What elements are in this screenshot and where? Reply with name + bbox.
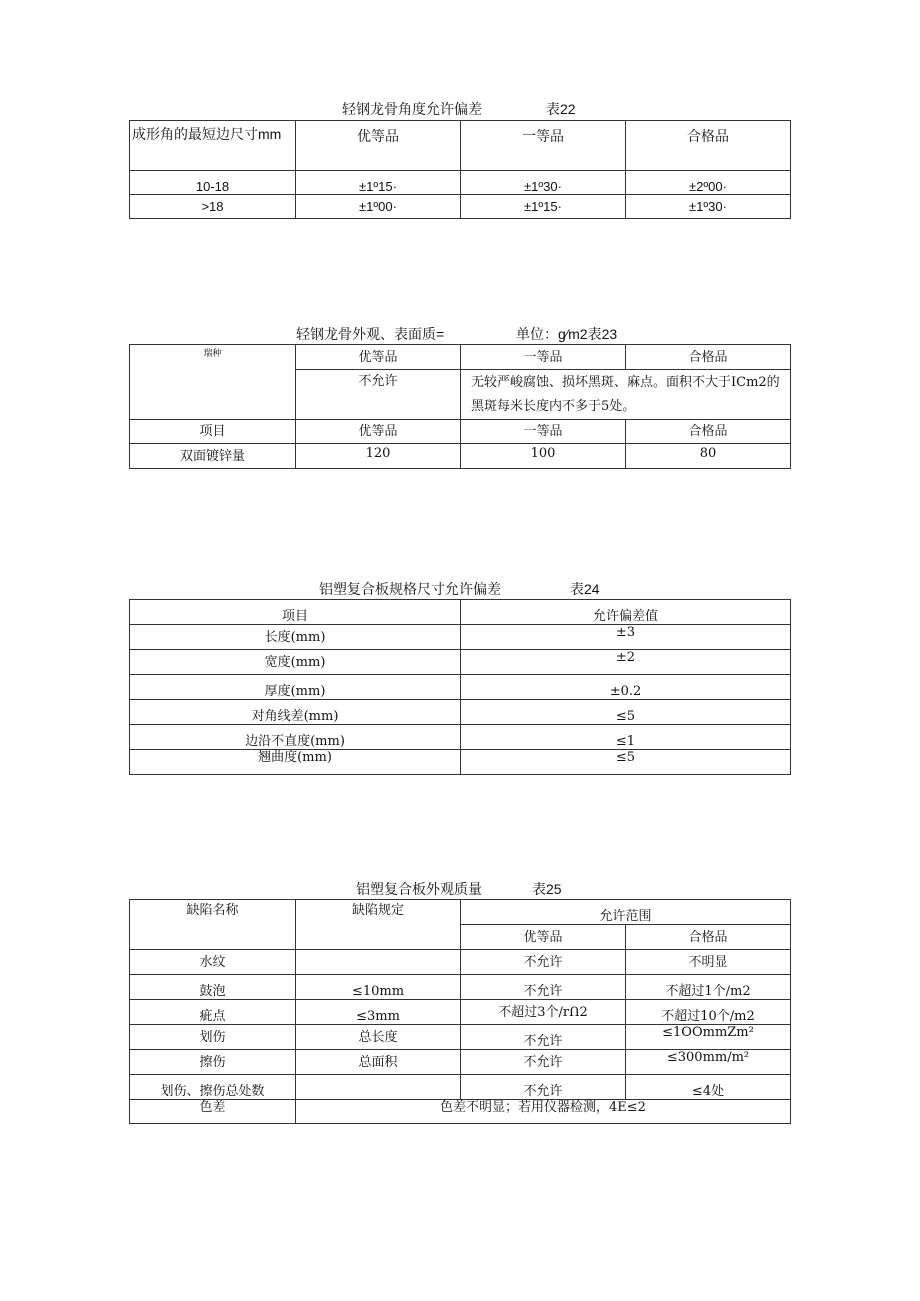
t22-cell: ±1º00· bbox=[296, 195, 461, 219]
t25-header-name: 缺陷名称 bbox=[130, 900, 296, 950]
t23-grade-qualified: 合格品 bbox=[626, 420, 791, 444]
t25-defect-rule bbox=[296, 950, 461, 975]
t24-item: 边沿不直度(mm) bbox=[130, 725, 461, 750]
t22-header-first: 一等品 bbox=[461, 121, 626, 171]
t25-defect-name: 水纹 bbox=[130, 950, 296, 975]
t22-header-size: 成形角的最短边尺寸mm bbox=[130, 121, 296, 171]
t25-header-rule: 缺陷规定 bbox=[296, 900, 461, 950]
t25-defect-name: 划伤、擦伤总处数 bbox=[130, 1075, 296, 1100]
t22-table bbox=[129, 120, 791, 219]
t23-title: 轻钢龙骨外观、表面质= bbox=[296, 326, 445, 342]
t22-cell: >18 bbox=[130, 195, 296, 219]
t24-item: 翘曲度(mm) bbox=[130, 750, 461, 775]
t25-defect-rule: 总长度 bbox=[296, 1025, 461, 1050]
t22-cell: ±1º30· bbox=[461, 171, 626, 195]
t25-color-diff-value: 色差不明显；若用仪器检测，4E≤2 bbox=[296, 1100, 791, 1124]
t22-cell: ±1º30· bbox=[626, 195, 791, 219]
t23-corner: 瑞种 bbox=[130, 345, 296, 420]
t25-qualified-value: ≤4处 bbox=[626, 1075, 791, 1100]
t22-cell: 10-18 bbox=[130, 171, 296, 195]
t24-label: 表24 bbox=[570, 581, 600, 597]
t24-title: 铝塑复合板规格尺寸允许偏差 bbox=[319, 581, 501, 597]
t23-grade-first: 一等品 bbox=[461, 345, 626, 370]
t25-table bbox=[129, 899, 791, 1124]
t24-value: ≤5 bbox=[461, 700, 791, 725]
t25-excellent-value: 不允许 bbox=[461, 1050, 626, 1075]
t25-defect-name: 鼓泡 bbox=[130, 975, 296, 1000]
t23-row-label: 双面镀锌量 bbox=[130, 444, 296, 469]
t22-cell: ±1º15· bbox=[296, 171, 461, 195]
t25-defect-name: 疵点 bbox=[130, 1000, 296, 1025]
t25-defect-name: 擦伤 bbox=[130, 1050, 296, 1075]
t24-header-tolerance: 允许偏差值 bbox=[461, 600, 791, 625]
t25-qualified-value: 不明显 bbox=[626, 950, 791, 975]
t25-defect-rule bbox=[296, 1075, 461, 1100]
t24-value: ±0.2 bbox=[461, 675, 791, 700]
t25-defect-rule: 总面积 bbox=[296, 1050, 461, 1075]
t22-cell: ±2º00· bbox=[626, 171, 791, 195]
t23-grade-excellent: 优等品 bbox=[296, 420, 461, 444]
t24-header-item: 项目 bbox=[130, 600, 461, 625]
t22-title: 轻钢龙骨角度允许偏差 bbox=[342, 101, 482, 117]
t25-header-qualified: 合格品 bbox=[626, 925, 791, 950]
t24-item: 宽度(mm) bbox=[130, 650, 461, 675]
t24-value: ±3 bbox=[461, 625, 791, 650]
t22-header-excellent: 优等品 bbox=[296, 121, 461, 171]
t23-item-label: 项目 bbox=[130, 420, 296, 444]
t24-table bbox=[129, 599, 791, 775]
t24-value: ≤5 bbox=[461, 750, 791, 775]
t23-value: 100 bbox=[461, 444, 626, 469]
t25-excellent-value: 不允许 bbox=[461, 1075, 626, 1100]
t25-defect-rule: ≤10mm bbox=[296, 975, 461, 1000]
t23-table bbox=[129, 344, 791, 469]
t23-appearance-excellent: 不允许 bbox=[296, 370, 461, 420]
t24-item: 厚度(mm) bbox=[130, 675, 461, 700]
t23-grade-excellent: 优等品 bbox=[296, 345, 461, 370]
t25-label: 表25 bbox=[532, 881, 562, 897]
t23-unit: 单位：g∕m2表23 bbox=[516, 326, 618, 342]
t25-defect-rule: ≤3mm bbox=[296, 1000, 461, 1025]
t25-header-excellent: 优等品 bbox=[461, 925, 626, 950]
t22-label: 表22 bbox=[546, 101, 576, 117]
t23-grade-qualified: 合格品 bbox=[626, 345, 791, 370]
t25-defect-name: 划伤 bbox=[130, 1025, 296, 1050]
t22-cell: ±1º15· bbox=[461, 195, 626, 219]
t23-appearance-other: 无较严峻腐蚀、损坏黑斑、麻点。面积不大于ICm2的黑斑每米长度内不多于5处。 bbox=[461, 370, 791, 420]
t23-grade-first: 一等品 bbox=[461, 420, 626, 444]
t23-value: 80 bbox=[626, 444, 791, 469]
t25-title: 铝塑复合板外观质量 bbox=[356, 881, 482, 897]
t25-excellent-value: 不允许 bbox=[461, 1025, 626, 1050]
t25-excellent-value: 不允许 bbox=[461, 975, 626, 1000]
t25-excellent-value: 不超过3个∕rՈ2 bbox=[461, 1000, 626, 1025]
t24-value: ≤1 bbox=[461, 725, 791, 750]
t24-value: ±2 bbox=[461, 650, 791, 675]
t25-color-diff-name: 色差 bbox=[130, 1100, 296, 1124]
t25-qualified-value: 不超过10个/m2 bbox=[626, 1000, 791, 1025]
t25-qualified-value: 不超过1个/m2 bbox=[626, 975, 791, 1000]
t24-item: 对角线差(mm) bbox=[130, 700, 461, 725]
t25-qualified-value: ≤1OOmmZm² bbox=[626, 1025, 791, 1050]
t23-value: 120 bbox=[296, 444, 461, 469]
t22-header-qualified: 合格品 bbox=[626, 121, 791, 171]
t25-excellent-value: 不允许 bbox=[461, 950, 626, 975]
t25-header-range: 允许范围 bbox=[461, 900, 791, 925]
t24-item: 长度(mm) bbox=[130, 625, 461, 650]
t25-qualified-value: ≤300mm∕m² bbox=[626, 1050, 791, 1075]
